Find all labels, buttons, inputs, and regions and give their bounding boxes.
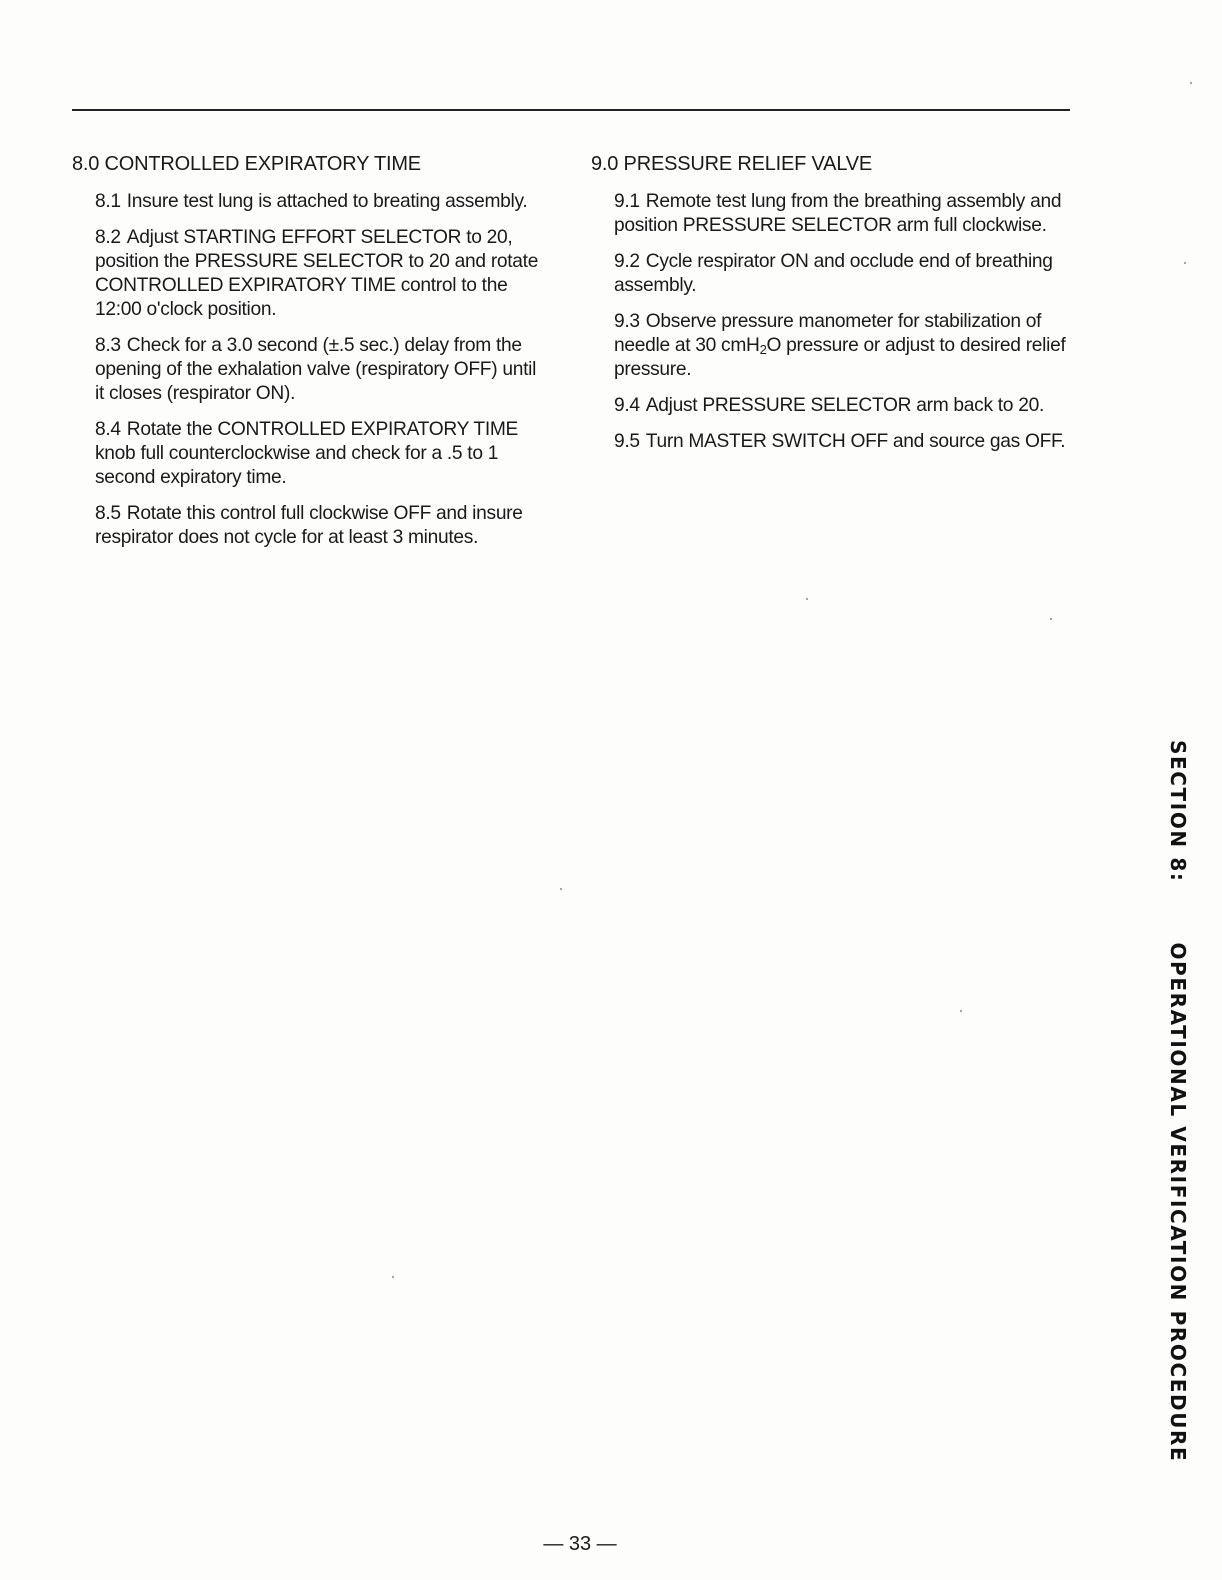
section-9-heading: 9.0 PRESSURE RELIEF VALVE: [591, 153, 873, 175]
step-8-2: 8.2 Adjust STARTING EFFORT SELECTOR to 20, position the PRESSURE SELECTOR to 20 and rotate CONTROLLED EXPIRATORY TIME control to the 12:00 o'clock position.: [95, 227, 539, 320]
step-9-1: 9.1 Remote test lung from the breathing assembly and position PRESSURE SELECTOR arm full clockwise.: [614, 191, 1062, 236]
step-9-5: 9.5 Turn MASTER SWITCH OFF and source gas OFF.: [614, 431, 1066, 452]
step-8-1: 8.1 Insure test lung is attached to breating assembly.: [95, 191, 528, 212]
section-9-steps: [614, 190, 1071, 454]
scan-speck: [1190, 82, 1192, 84]
section-9-column: [591, 152, 1071, 466]
side-section-label: SECTION 8:: [1166, 740, 1190, 883]
header-rule: [72, 109, 1070, 111]
section-8-steps: [95, 190, 542, 550]
scan-speck: [960, 1010, 962, 1012]
scan-speck: [560, 888, 562, 890]
step-9-4: 9.4 Adjust PRESSURE SELECTOR arm back to 20.: [614, 395, 1044, 416]
section-side-title: [1166, 740, 1190, 1462]
step-9-2: 9.2 Cycle respirator ON and occlude end of breathing assembly.: [614, 251, 1053, 296]
side-section-title: OPERATIONAL VERIFICATION PROCEDURE: [1166, 942, 1190, 1463]
section-8-heading: 8.0 CONTROLLED EXPIRATORY TIME: [72, 153, 421, 175]
section-8-column: [72, 152, 542, 562]
scan-speck: [392, 1276, 394, 1278]
step-8-5: 8.5 Rotate this control full clockwise OFF and insure respirator does not cycle for at least 3 minutes.: [95, 503, 523, 548]
step-8-3: 8.3 Check for a 3.0 second (±.5 sec.) delay from the opening of the exhalation valve (respiratory OFF) until it closes (respirator ON).: [95, 335, 537, 404]
scan-speck: [806, 598, 808, 600]
step-8-4: 8.4 Rotate the CONTROLLED EXPIRATORY TIME knob full counterclockwise and check for a .5 to 1 second expiratory time.: [95, 419, 519, 488]
scan-speck: [1184, 262, 1186, 264]
page-number: — 33 —: [543, 1533, 617, 1555]
step-9-3: 9.3 Observe pressure manometer for stabilization of needle at 30 cmH$_2$O pressure or adjust to desired relief pressure.: [614, 311, 1066, 380]
scan-speck: [1050, 618, 1052, 620]
